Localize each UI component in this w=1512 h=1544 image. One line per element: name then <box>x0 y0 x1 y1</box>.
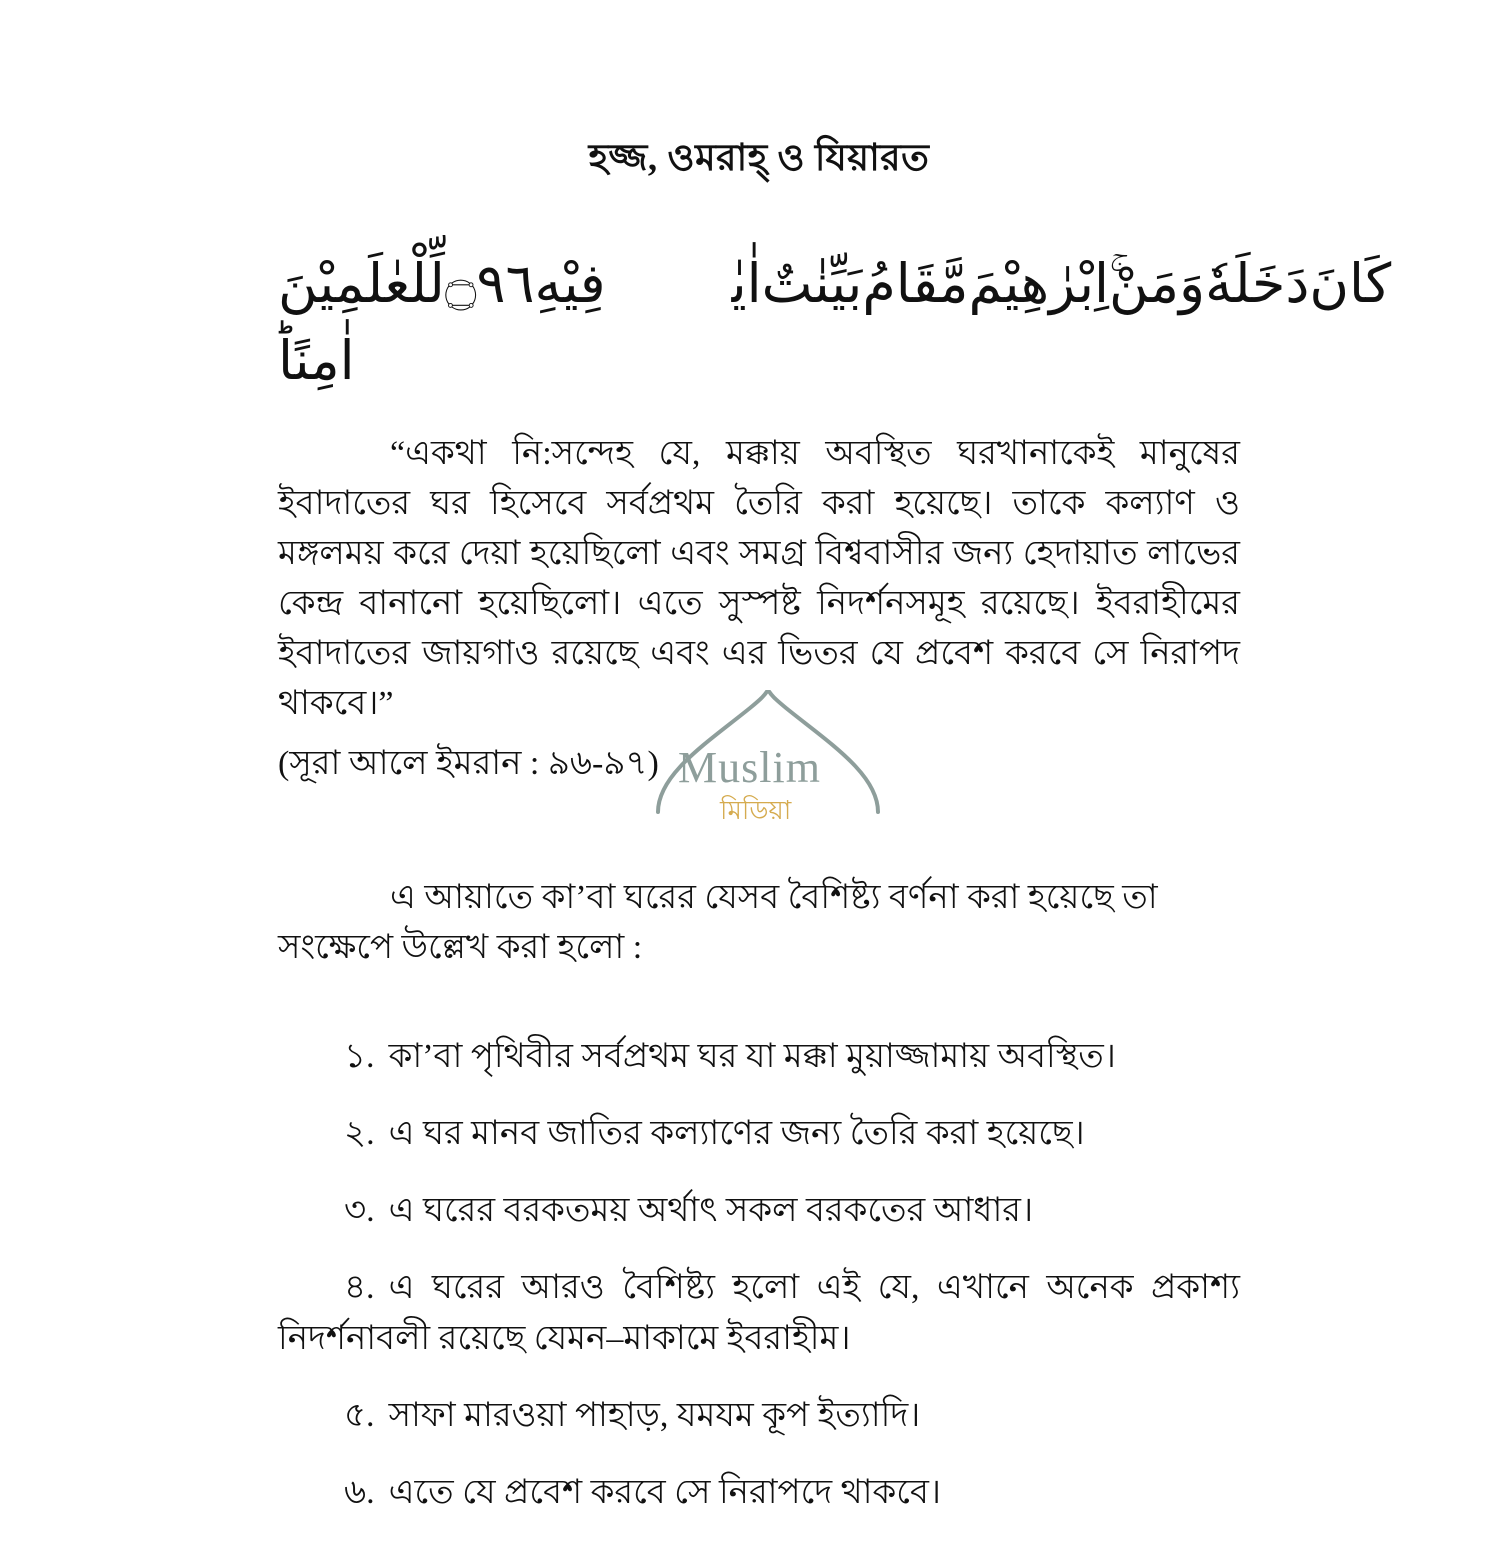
quran-arabic-line-1: لِّلْعٰلَمِيْنَ ۝٩٦ فِيْهِ اٰيٰتٌۢ بَيِّنٰتٌ مَّقَامُ اِبْرٰهِيْمَ وَمَنْ دَخَلَهٗ كَانَ <box>278 254 1392 314</box>
intro-paragraph: এ আয়াতে কা’বা ঘরের যেসব বৈশিষ্ট্য বর্ণনা করা হয়েছে তা সংক্ষেপে উল্লেখ করা হলো : <box>278 879 1158 967</box>
page-content <box>278 128 1392 1544</box>
features-list <box>278 1031 1240 1518</box>
quran-translation-paragraph: “একথা নি:সন্দেহ যে, মক্কায় অবস্থিত ঘরখানাকেই মানুষের ইবাদাতের ঘর হিসেবে সর্বপ্রথম তৈরি করা হয়েছে। তাকে কল্যাণ ও মঙ্গলময় করে দেয়া হয়েছিলো এবং সমগ্র বিশ্ববাসীর জন্য হেদায়াত লাভের কেন্দ্র বানানো হয়েছিলো। এতে সুস্পষ্ট নিদর্শনসমূহ রয়েছে। ইবরাহীমের ইবাদাতের জায়গাও রয়েছে এবং এর ভিতর যে প্রবেশ করবে সে নিরাপদ থাকবে।” <box>278 435 1240 723</box>
list-item <box>278 1390 1240 1441</box>
list-item <box>278 1467 1240 1518</box>
list-item <box>278 1031 1240 1082</box>
quran-arabic-line-2: اٰمِنًاؕ <box>278 330 355 391</box>
list-item-number: ৬. <box>344 1474 375 1512</box>
list-item-number: ৫. <box>344 1397 375 1435</box>
watermark-subtext: মিডিয়া <box>720 796 792 825</box>
list-item <box>278 1262 1240 1364</box>
list-item-number: ৩. <box>344 1192 375 1230</box>
list-item-number: ১. <box>344 1038 375 1076</box>
list-item-number: ৪. <box>344 1269 375 1307</box>
list-item <box>278 1108 1240 1159</box>
quran-arabic-block <box>278 243 1392 393</box>
list-item-text: সাফা মারওয়া পাহাড়, যমযম কূপ ইত্যাদি। <box>388 1397 921 1435</box>
watermark-brand-text: Muslim <box>678 743 821 792</box>
list-item-text: এ ঘরের বরকতময় অর্থাৎ সকল বরকতের আধার। <box>388 1192 1034 1230</box>
list-item-number: ২. <box>344 1115 375 1153</box>
surah-reference: (সূরা আলে ইমরান : ৯৬-৯৭) <box>278 745 659 783</box>
list-item-text: এতে যে প্রবেশ করবে সে নিরাপদে থাকবে। <box>388 1474 942 1512</box>
list-item-text: এ ঘর মানব জাতির কল্যাণের জন্য তৈরি করা হয়েছে। <box>388 1115 1085 1153</box>
list-item-text: কা’বা পৃথিবীর সর্বপ্রথম ঘর যা মক্কা মুয়াজ্জামায় অবস্থিত। <box>388 1038 1116 1076</box>
list-item-text: এ ঘরের আরও বৈশিষ্ট্য হলো এই যে, এখানে অনেক প্রকাশ্য নিদর্শনাবলী রয়েছে যেমন–মাকামে ইবরাহীম। <box>278 1269 1240 1358</box>
list-item <box>278 1185 1240 1236</box>
page-title: হজ্জ, ওমরাহ্ ও যিয়ারত <box>588 138 930 179</box>
